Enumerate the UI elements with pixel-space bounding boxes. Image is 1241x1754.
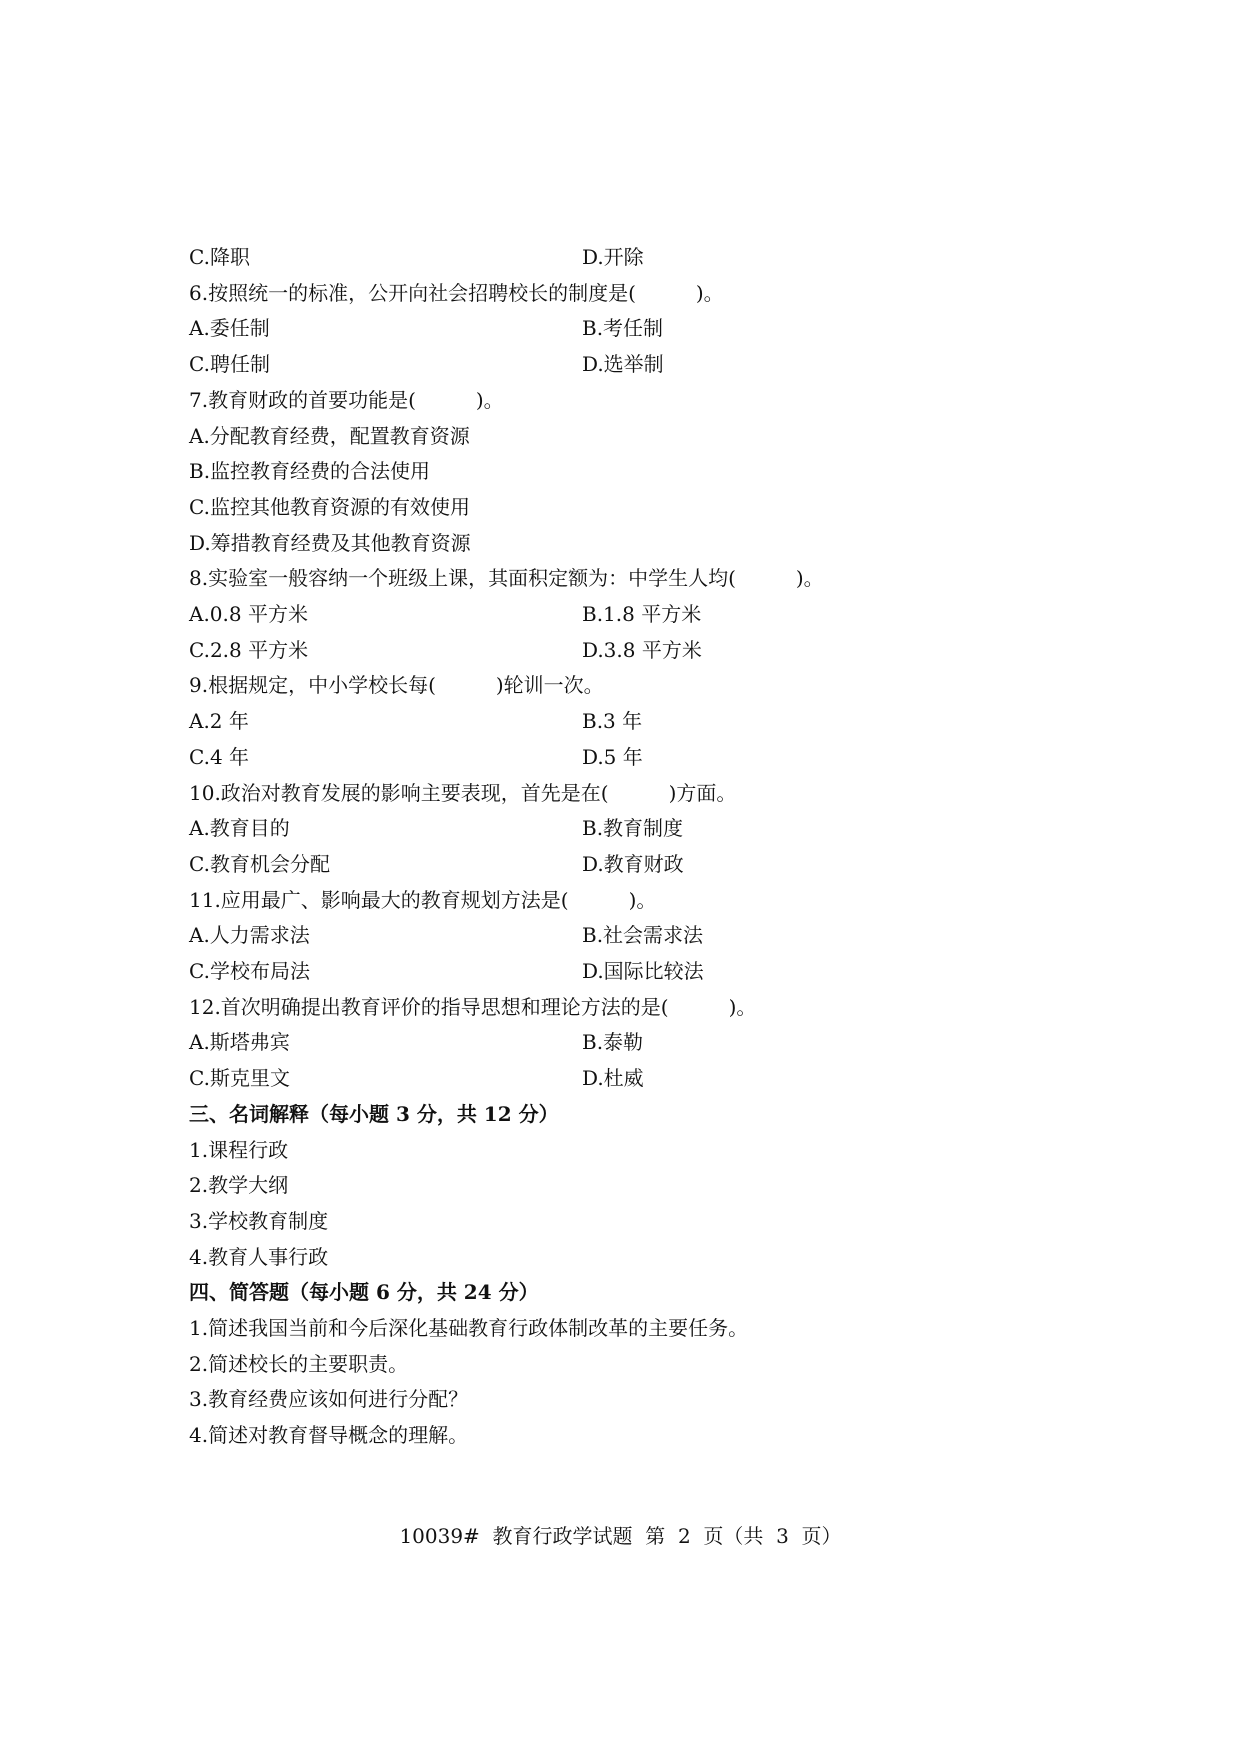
- section-heading: 三、名词解释（每小题 3 分，共 12 分）: [189, 1101, 559, 1126]
- option-right: D.3.8 平方米: [582, 637, 702, 662]
- option-right: D.开除: [582, 245, 644, 269]
- question-line: 4.教育人事行政: [189, 1244, 329, 1269]
- option-right: D.杜威: [582, 1066, 644, 1091]
- option-row: [189, 703, 1069, 739]
- question-line: A.分配教育经费，配置教育资源: [189, 423, 470, 448]
- page-footer: 10039# 教育行政学试题 第 2 页（共 3 页）: [399, 1524, 842, 1548]
- question-line: 3.学校教育制度: [189, 1208, 329, 1233]
- option-row: [189, 239, 1069, 275]
- question-line: 2.教学大纲: [189, 1173, 289, 1198]
- option-left: C.聘任制: [189, 352, 270, 377]
- question-line: B.监控教育经费的合法使用: [189, 459, 431, 484]
- option-row: [189, 917, 1069, 953]
- option-left: A.0.8 平方米: [189, 602, 308, 626]
- question-line: 2.简述校长的主要职责。: [189, 1351, 409, 1376]
- option-left: C.教育机会分配: [189, 851, 330, 876]
- question-line: C.监控其他教育资源的有效使用: [189, 494, 470, 519]
- option-row: [189, 596, 1069, 632]
- option-right: B.3 年: [582, 709, 643, 734]
- question-line: 9.根据规定，中小学校长每( )轮训一次。: [189, 673, 604, 698]
- option-row: [189, 953, 1069, 989]
- option-right: B.考任制: [582, 316, 664, 341]
- question-line: 8.实验室一般容纳一个班级上课，其面积定额为：中学生人均( )。: [189, 566, 824, 591]
- option-left: A.教育目的: [189, 816, 290, 841]
- question-line: 10.政治对教育发展的影响主要表现，首先是在( )方面。: [189, 780, 737, 805]
- option-left: C.斯克里文: [189, 1066, 290, 1091]
- option-right: B.1.8 平方米: [582, 602, 702, 626]
- question-line: 4.简述对教育督导概念的理解。: [189, 1423, 469, 1448]
- option-row: [189, 739, 1069, 775]
- option-left: A.委任制: [189, 316, 270, 341]
- question-line: 1.简述我国当前和今后深化基础教育行政体制改革的主要任务。: [189, 1316, 749, 1340]
- option-right: B.教育制度: [582, 816, 684, 841]
- option-row: [189, 310, 1069, 346]
- option-row: [189, 632, 1069, 668]
- option-right: D.选举制: [582, 352, 664, 377]
- option-row: [189, 846, 1069, 882]
- question-line: 11.应用最广、影响最大的教育规划方法是( )。: [189, 887, 657, 912]
- question-line: 7.教育财政的首要功能是( )。: [189, 387, 504, 412]
- option-left: C.降职: [189, 245, 250, 269]
- question-line: D.筹措教育经费及其他教育资源: [189, 530, 471, 555]
- option-right: D.国际比较法: [582, 959, 704, 983]
- section-heading: 四、简答题（每小题 6 分，共 24 分）: [189, 1280, 539, 1305]
- option-left: A.斯塔弗宾: [189, 1030, 290, 1055]
- question-line: 6.按照统一的标准，公开向社会招聘校长的制度是( )。: [189, 280, 724, 305]
- option-right: B.社会需求法: [582, 923, 704, 948]
- question-line: 12.首次明确提出教育评价的指导思想和理论方法的是( )。: [189, 994, 757, 1019]
- option-row: [189, 1024, 1069, 1060]
- option-left: C.2.8 平方米: [189, 637, 309, 662]
- option-left: A.人力需求法: [189, 923, 310, 948]
- option-right: B.泰勒: [582, 1030, 644, 1055]
- option-left: A.2 年: [189, 709, 249, 734]
- option-left: C.4 年: [189, 744, 250, 769]
- option-row: [189, 810, 1069, 846]
- option-right: D.5 年: [582, 744, 643, 769]
- option-row: [189, 1060, 1069, 1096]
- option-right: D.教育财政: [582, 851, 684, 876]
- option-left: C.学校布局法: [189, 959, 310, 983]
- question-line: 3.教育经费应该如何进行分配？: [189, 1387, 469, 1412]
- question-line: 1.课程行政: [189, 1137, 289, 1162]
- option-row: [189, 346, 1069, 382]
